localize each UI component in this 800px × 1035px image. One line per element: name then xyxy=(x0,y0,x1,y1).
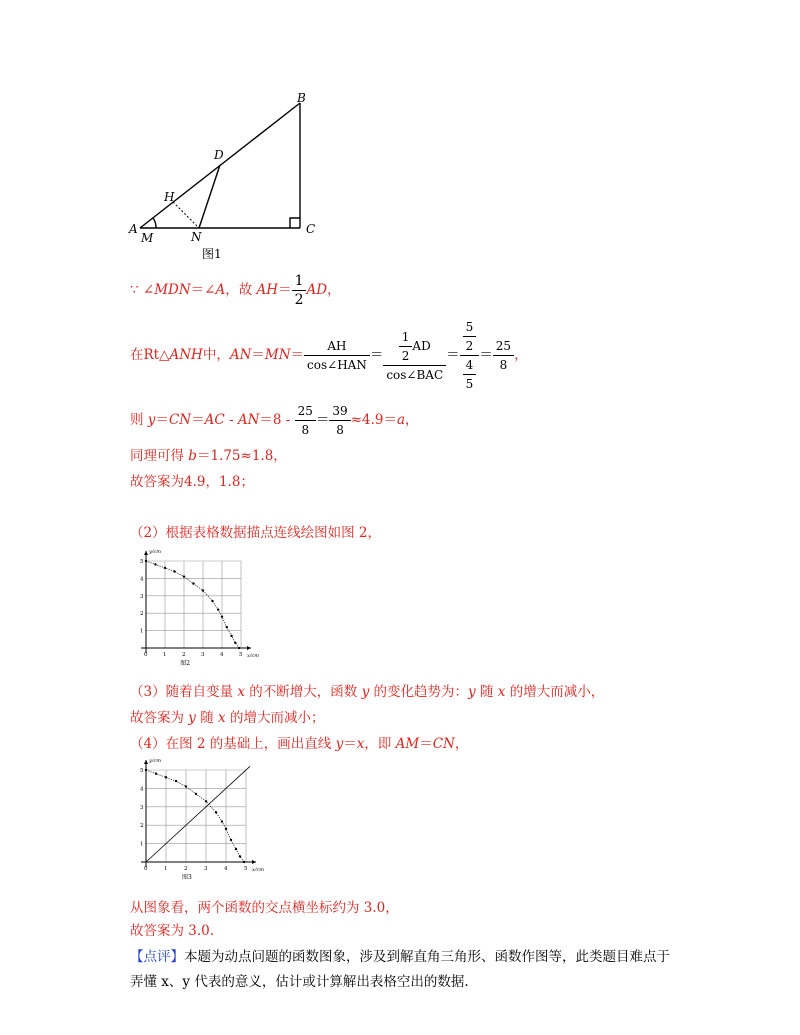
x-tick-label-4: 4 xyxy=(220,652,224,658)
y-axis-label: y/cm xyxy=(149,758,162,764)
part3-text: （3）随着自变量 x 的不断增大，函数 y 的变化趋势为：y 随 x 的增大而减小， xyxy=(130,684,605,700)
data-point-12 xyxy=(239,855,241,857)
figure-caption: 图2 xyxy=(180,660,191,667)
line-y-value: 则 y＝CN＝AC - AN＝8 - $\frac{25}{8}$ ＝ $\frac{39}{8}$ ≈4.9＝a， xyxy=(130,404,419,437)
series-line-y-equals-x xyxy=(146,766,250,862)
data-point-13 xyxy=(238,647,240,649)
x-tick-label-0: 0 xyxy=(144,866,148,872)
y-tick-label-3: 3 xyxy=(140,593,144,600)
data-point-2 xyxy=(165,776,167,778)
x-tick-label-5: 5 xyxy=(239,652,243,658)
fraction-half-ad-cos: $\frac{1}{2}$ AD cos∠BAC xyxy=(383,328,446,384)
y-tick-label-4: 4 xyxy=(140,786,144,793)
comment-line2: 弄懂 x、y 代表的意义，估计或计算解出表格空出的数据. xyxy=(130,974,469,990)
data-point-5 xyxy=(192,582,194,584)
comment-line1: 【点评】本题为动点问题的函数图象，涉及到解直角三角形、函数作图等，此类题目难点于 xyxy=(130,949,670,965)
data-point-10 xyxy=(226,626,228,628)
right-angle-mark xyxy=(290,218,300,228)
x-tick-label-3: 3 xyxy=(204,866,208,872)
y-tick-label-2: 2 xyxy=(140,823,144,830)
data-point-3 xyxy=(173,570,175,572)
data-point-7 xyxy=(211,600,213,602)
data-point-3 xyxy=(175,780,177,782)
answer-part1: 故答案为4.9，1.8； xyxy=(130,474,254,490)
figure-1 xyxy=(120,88,330,266)
y-axis-arrow xyxy=(144,551,148,555)
data-point-6 xyxy=(205,800,207,802)
fraction-25-8b: $\frac{25}{8}$ xyxy=(295,402,316,439)
label-a: A xyxy=(129,222,138,236)
x-tick-label-4: 4 xyxy=(224,866,228,872)
data-point-0 xyxy=(145,560,147,562)
data-point-4 xyxy=(185,785,187,787)
data-point-2 xyxy=(164,567,166,569)
segment-hn-dashed xyxy=(173,202,199,228)
label-c: C xyxy=(306,222,316,236)
data-point-10 xyxy=(230,839,232,841)
data-point-9 xyxy=(225,828,227,830)
figure-2-chart xyxy=(132,548,260,668)
data-point-5 xyxy=(195,793,197,795)
data-point-11 xyxy=(230,635,232,637)
fraction-compound: $\frac{\frac{5}{2}}{\frac{4}{5}}$ xyxy=(460,318,480,393)
conclusion-text: 从图象看，两个函数的交点横坐标约为 3.0， xyxy=(130,900,399,916)
data-point-4 xyxy=(183,575,185,577)
line-b-value: 同理可得 b＝1.75≈1.8， xyxy=(130,448,287,464)
part2-text: （2）根据表格数据描点连线绘图如图 2， xyxy=(130,525,381,541)
figure-1-caption: 图1 xyxy=(202,247,222,261)
figure-caption: 图3 xyxy=(182,874,192,881)
part4-text: （4）在图 2 的基础上，画出直线 y＝x，即 AM＝CN， xyxy=(130,736,469,752)
fraction-25-8: $\frac{25}{8}$ xyxy=(493,337,514,374)
y-tick-label-2: 2 xyxy=(140,611,144,618)
data-point-13 xyxy=(243,861,245,863)
label-m: M xyxy=(141,231,154,245)
x-axis-label: x/cm xyxy=(247,653,260,659)
label-h: H xyxy=(164,190,175,204)
x-tick-label-1: 1 xyxy=(163,652,167,658)
fraction-39-8: $\frac{39}{8}$ xyxy=(329,402,350,439)
x-tick-label-0: 0 xyxy=(144,652,148,658)
y-axis-arrow xyxy=(144,760,148,764)
data-point-12 xyxy=(234,642,236,644)
data-point-8 xyxy=(217,609,219,611)
answer-part4: 故答案为 3.0. xyxy=(130,923,215,939)
x-axis-arrow xyxy=(252,860,256,864)
x-axis-label: x/cm xyxy=(252,867,265,873)
y-tick-label-5: 5 xyxy=(140,559,144,565)
y-tick-label-1: 1 xyxy=(140,628,144,635)
line-rt-triangle: 在Rt△ANH中，AN＝MN＝ $\frac{AH}{\text{cos∠HAN}}$ ＝ $\frac{1}{2}$ AD cos∠BAC ＝ $\frac{\frac{5}{2}}{\frac{4}{5}}$ ＝ $\frac{25}{8}$ ， xyxy=(130,320,528,391)
data-point-1 xyxy=(154,563,156,565)
fraction-ah-cos: $\frac{AH}{\text{cos∠HAN}}$ xyxy=(304,337,370,374)
x-tick-label-3: 3 xyxy=(201,652,205,658)
series-y-curve xyxy=(146,561,239,648)
data-point-0 xyxy=(145,769,147,771)
label-d: D xyxy=(214,148,224,162)
answer-part3: 故答案为 y 随 x 的增大而减小； xyxy=(130,710,325,726)
data-point-8 xyxy=(221,820,223,822)
y-axis-label: y/cm xyxy=(149,549,162,555)
x-tick-label-2: 2 xyxy=(184,866,188,872)
data-point-7 xyxy=(215,811,217,813)
line-because: ∵ ∠MDN＝∠A，故 AH＝ $\frac{1}{2}$ AD， xyxy=(130,273,341,308)
y-tick-label-3: 3 xyxy=(140,804,144,811)
data-point-11 xyxy=(235,848,237,850)
comment-tag: 【点评】 xyxy=(130,949,184,965)
label-b: B xyxy=(297,91,306,105)
x-axis-arrow xyxy=(247,646,251,650)
data-point-6 xyxy=(202,589,204,591)
y-tick-label-1: 1 xyxy=(140,841,144,848)
y-tick-label-4: 4 xyxy=(140,576,144,583)
x-tick-label-1: 1 xyxy=(164,866,168,872)
data-point-9 xyxy=(221,615,223,617)
data-point-1 xyxy=(155,772,157,774)
y-tick-label-5: 5 xyxy=(140,768,144,774)
x-tick-label-2: 2 xyxy=(182,652,186,658)
x-tick-label-5: 5 xyxy=(244,866,248,872)
label-n: N xyxy=(191,230,202,244)
figure-3-chart xyxy=(130,758,265,888)
angle-arc xyxy=(153,218,156,228)
fraction-half: $\frac{1}{2}$ xyxy=(292,272,307,309)
